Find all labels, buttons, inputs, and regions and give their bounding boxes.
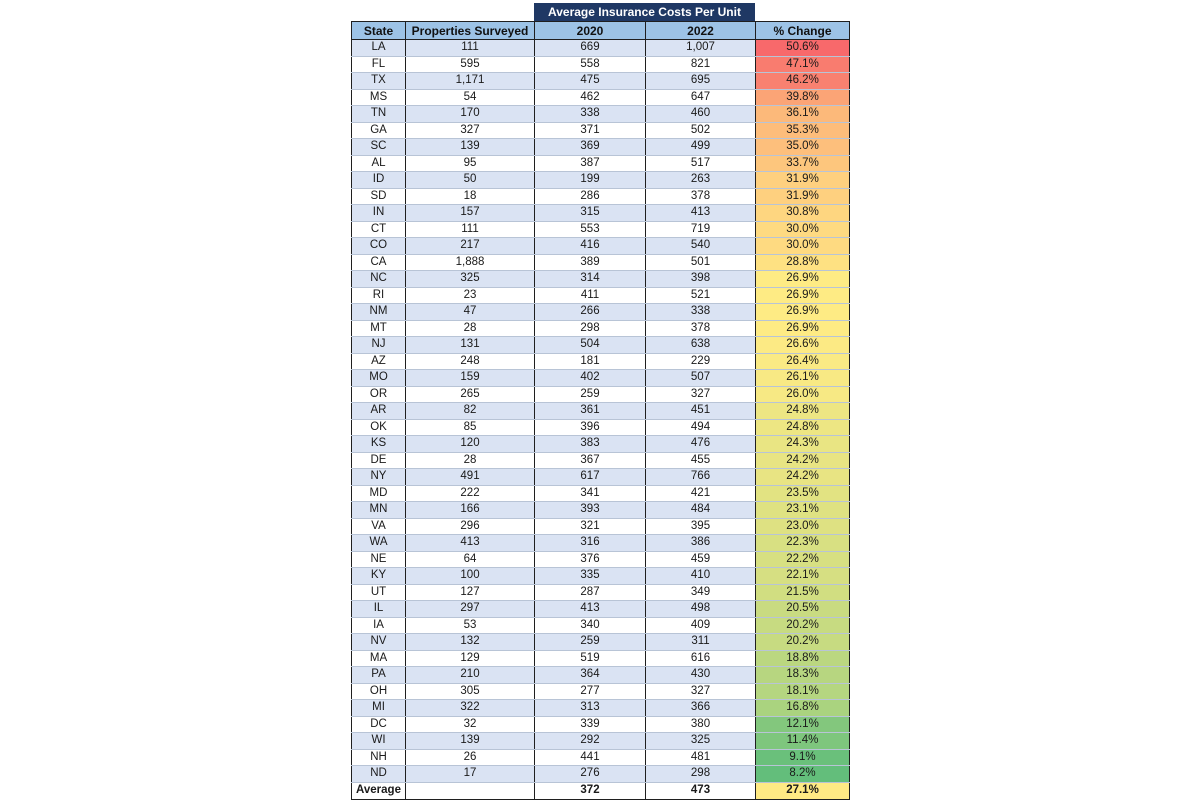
cost-2022-cell: 719 [646, 221, 756, 238]
pct-change-cell: 39.8% [756, 89, 850, 106]
properties-cell: 26 [406, 749, 535, 766]
pct-change-cell: 26.1% [756, 370, 850, 387]
properties-cell: 54 [406, 89, 535, 106]
cost-2022-cell: 494 [646, 419, 756, 436]
pct-change-cell: 18.1% [756, 683, 850, 700]
table-row [352, 106, 850, 123]
cost-2022-cell: 349 [646, 584, 756, 601]
pct-change-cell: 26.9% [756, 287, 850, 304]
cost-2020-cell: 367 [535, 452, 646, 469]
table-row [352, 766, 850, 783]
state-cell: TX [352, 73, 406, 90]
properties-cell: 217 [406, 238, 535, 255]
state-cell: VA [352, 518, 406, 535]
state-cell: MI [352, 700, 406, 717]
cost-2020-cell: 669 [535, 40, 646, 57]
cost-2022-cell: 502 [646, 122, 756, 139]
properties-cell: 222 [406, 485, 535, 502]
table-row [352, 535, 850, 552]
pct-change-cell: 23.5% [756, 485, 850, 502]
cost-2020-cell: 462 [535, 89, 646, 106]
table-row [352, 518, 850, 535]
cost-2022-cell: 229 [646, 353, 756, 370]
cost-2022-cell: 695 [646, 73, 756, 90]
pct-change-cell: 31.9% [756, 172, 850, 189]
pct-change-cell: 26.9% [756, 304, 850, 321]
pct-change-cell: 24.8% [756, 419, 850, 436]
cost-2020-cell: 286 [535, 188, 646, 205]
cost-2020-cell: 389 [535, 254, 646, 271]
table-row [352, 73, 850, 90]
properties-cell: 64 [406, 551, 535, 568]
properties-cell: 47 [406, 304, 535, 321]
cost-2020-cell: 315 [535, 205, 646, 222]
state-cell: OH [352, 683, 406, 700]
state-cell: NC [352, 271, 406, 288]
state-cell: GA [352, 122, 406, 139]
cost-2022-cell: 327 [646, 386, 756, 403]
table-row [352, 419, 850, 436]
properties-cell: 159 [406, 370, 535, 387]
properties-cell: 111 [406, 221, 535, 238]
table-row [352, 271, 850, 288]
cost-2022-cell: 378 [646, 188, 756, 205]
pct-change-cell: 26.9% [756, 271, 850, 288]
table-row [352, 304, 850, 321]
table-row [352, 485, 850, 502]
table-row [352, 320, 850, 337]
table-row [352, 287, 850, 304]
cost-2022-cell: 413 [646, 205, 756, 222]
table-row [352, 139, 850, 156]
cost-2020-cell: 411 [535, 287, 646, 304]
state-cell: AL [352, 155, 406, 172]
properties-cell: 32 [406, 716, 535, 733]
cost-2020-cell: 259 [535, 386, 646, 403]
cost-2020-cell: 199 [535, 172, 646, 189]
column-header-2022: 2022 [646, 22, 756, 40]
cost-2022-cell: 507 [646, 370, 756, 387]
table-row [352, 700, 850, 717]
state-cell: CA [352, 254, 406, 271]
table-row [352, 469, 850, 486]
properties-cell: 305 [406, 683, 535, 700]
pct-change-cell: 24.8% [756, 403, 850, 420]
properties-cell: 296 [406, 518, 535, 535]
cost-2022-cell: 325 [646, 733, 756, 750]
pct-change-cell: 9.1% [756, 749, 850, 766]
cost-2020-cell: 292 [535, 733, 646, 750]
cost-2020-cell: 396 [535, 419, 646, 436]
pct-change-cell: 30.0% [756, 221, 850, 238]
pct-change-cell: 22.1% [756, 568, 850, 585]
properties-cell: 1,171 [406, 73, 535, 90]
pct-change-cell: 24.2% [756, 469, 850, 486]
cost-2020-cell: 376 [535, 551, 646, 568]
cost-2022-cell: 647 [646, 89, 756, 106]
pct-change-cell: 30.8% [756, 205, 850, 222]
properties-cell: 127 [406, 584, 535, 601]
average-row [352, 782, 850, 799]
pct-change-cell: 21.5% [756, 584, 850, 601]
cost-2022-cell: 501 [646, 254, 756, 271]
average-properties-cell [406, 782, 535, 799]
pct-change-cell: 22.2% [756, 551, 850, 568]
properties-cell: 111 [406, 40, 535, 57]
properties-cell: 265 [406, 386, 535, 403]
table-row [352, 436, 850, 453]
cost-2022-cell: 386 [646, 535, 756, 552]
state-cell: AR [352, 403, 406, 420]
cost-2020-cell: 266 [535, 304, 646, 321]
table-row [352, 716, 850, 733]
cost-2022-cell: 430 [646, 667, 756, 684]
column-header-pct-change: % Change [756, 22, 850, 40]
properties-cell: 327 [406, 122, 535, 139]
cost-2022-cell: 821 [646, 56, 756, 73]
cost-2022-cell: 484 [646, 502, 756, 519]
properties-cell: 120 [406, 436, 535, 453]
state-cell: NE [352, 551, 406, 568]
cost-2022-cell: 616 [646, 650, 756, 667]
state-cell: NH [352, 749, 406, 766]
table-row [352, 122, 850, 139]
cost-2020-cell: 276 [535, 766, 646, 783]
cost-2020-cell: 393 [535, 502, 646, 519]
cost-2022-cell: 1,007 [646, 40, 756, 57]
state-cell: UT [352, 584, 406, 601]
insurance-costs-table [351, 21, 850, 800]
cost-2022-cell: 409 [646, 617, 756, 634]
state-cell: KS [352, 436, 406, 453]
table-row [352, 749, 850, 766]
properties-cell: 322 [406, 700, 535, 717]
pct-change-cell: 16.8% [756, 700, 850, 717]
state-cell: RI [352, 287, 406, 304]
table-row [352, 683, 850, 700]
column-header-properties-surveyed: Properties Surveyed [406, 22, 535, 40]
average-2020-cell: 372 [535, 782, 646, 799]
state-cell: DC [352, 716, 406, 733]
table-row [352, 568, 850, 585]
cost-2020-cell: 402 [535, 370, 646, 387]
cost-2020-cell: 553 [535, 221, 646, 238]
properties-cell: 413 [406, 535, 535, 552]
cost-2020-cell: 335 [535, 568, 646, 585]
table-row [352, 452, 850, 469]
pct-change-cell: 35.3% [756, 122, 850, 139]
state-cell: IA [352, 617, 406, 634]
cost-2022-cell: 451 [646, 403, 756, 420]
cost-2022-cell: 499 [646, 139, 756, 156]
table-row [352, 337, 850, 354]
header-row [352, 22, 850, 40]
cost-2022-cell: 263 [646, 172, 756, 189]
state-cell: OR [352, 386, 406, 403]
pct-change-cell: 12.1% [756, 716, 850, 733]
cost-2020-cell: 369 [535, 139, 646, 156]
pct-change-cell: 20.2% [756, 617, 850, 634]
cost-2020-cell: 316 [535, 535, 646, 552]
properties-cell: 297 [406, 601, 535, 618]
state-cell: CT [352, 221, 406, 238]
pct-change-cell: 47.1% [756, 56, 850, 73]
cost-2022-cell: 498 [646, 601, 756, 618]
state-cell: CO [352, 238, 406, 255]
state-cell: NV [352, 634, 406, 651]
state-cell: AZ [352, 353, 406, 370]
pct-change-cell: 36.1% [756, 106, 850, 123]
table-row [352, 634, 850, 651]
table-row [352, 386, 850, 403]
cost-2020-cell: 321 [535, 518, 646, 535]
cost-2022-cell: 517 [646, 155, 756, 172]
super-header-row [351, 3, 849, 21]
state-cell: ID [352, 172, 406, 189]
properties-cell: 53 [406, 617, 535, 634]
state-cell: PA [352, 667, 406, 684]
properties-cell: 85 [406, 419, 535, 436]
cost-2022-cell: 460 [646, 106, 756, 123]
cost-2020-cell: 387 [535, 155, 646, 172]
pct-change-cell: 26.0% [756, 386, 850, 403]
properties-cell: 139 [406, 139, 535, 156]
cost-2022-cell: 421 [646, 485, 756, 502]
column-header-2020: 2020 [535, 22, 646, 40]
properties-cell: 595 [406, 56, 535, 73]
cost-2020-cell: 298 [535, 320, 646, 337]
cost-2022-cell: 476 [646, 436, 756, 453]
table-body [352, 40, 850, 783]
state-cell: TN [352, 106, 406, 123]
cost-2020-cell: 558 [535, 56, 646, 73]
table-row [352, 650, 850, 667]
state-cell: FL [352, 56, 406, 73]
pct-change-cell: 28.8% [756, 254, 850, 271]
cost-2020-cell: 314 [535, 271, 646, 288]
cost-2022-cell: 338 [646, 304, 756, 321]
pct-change-cell: 20.5% [756, 601, 850, 618]
properties-cell: 23 [406, 287, 535, 304]
cost-2020-cell: 341 [535, 485, 646, 502]
pct-change-cell: 46.2% [756, 73, 850, 90]
table-row [352, 254, 850, 271]
pct-change-cell: 11.4% [756, 733, 850, 750]
state-cell: KY [352, 568, 406, 585]
state-cell: DE [352, 452, 406, 469]
cost-2020-cell: 277 [535, 683, 646, 700]
cost-2022-cell: 327 [646, 683, 756, 700]
table-row [352, 667, 850, 684]
cost-2020-cell: 504 [535, 337, 646, 354]
cost-2022-cell: 398 [646, 271, 756, 288]
table-row [352, 89, 850, 106]
properties-cell: 28 [406, 320, 535, 337]
table-row [352, 584, 850, 601]
cost-2022-cell: 459 [646, 551, 756, 568]
table-row [352, 155, 850, 172]
pct-change-cell: 26.6% [756, 337, 850, 354]
cost-2022-cell: 766 [646, 469, 756, 486]
cost-2020-cell: 287 [535, 584, 646, 601]
cost-2020-cell: 383 [535, 436, 646, 453]
properties-cell: 131 [406, 337, 535, 354]
cost-2020-cell: 361 [535, 403, 646, 420]
state-cell: MA [352, 650, 406, 667]
properties-cell: 132 [406, 634, 535, 651]
cost-2020-cell: 441 [535, 749, 646, 766]
properties-cell: 166 [406, 502, 535, 519]
table-row [352, 733, 850, 750]
pct-change-cell: 20.2% [756, 634, 850, 651]
state-cell: IN [352, 205, 406, 222]
state-cell: SC [352, 139, 406, 156]
super-header-title: Average Insurance Costs Per Unit [534, 3, 755, 21]
properties-cell: 17 [406, 766, 535, 783]
state-cell: MO [352, 370, 406, 387]
state-cell: LA [352, 40, 406, 57]
cost-2020-cell: 338 [535, 106, 646, 123]
cost-2020-cell: 313 [535, 700, 646, 717]
properties-cell: 139 [406, 733, 535, 750]
pct-change-cell: 22.3% [756, 535, 850, 552]
properties-cell: 129 [406, 650, 535, 667]
state-cell: MN [352, 502, 406, 519]
pct-change-cell: 18.3% [756, 667, 850, 684]
cost-2022-cell: 378 [646, 320, 756, 337]
cost-2020-cell: 339 [535, 716, 646, 733]
cost-2020-cell: 617 [535, 469, 646, 486]
properties-cell: 170 [406, 106, 535, 123]
pct-change-cell: 24.2% [756, 452, 850, 469]
properties-cell: 491 [406, 469, 535, 486]
properties-cell: 100 [406, 568, 535, 585]
table-row [352, 370, 850, 387]
pct-change-cell: 31.9% [756, 188, 850, 205]
cost-2020-cell: 371 [535, 122, 646, 139]
table-row [352, 172, 850, 189]
table-row [352, 353, 850, 370]
cost-2022-cell: 395 [646, 518, 756, 535]
properties-cell: 325 [406, 271, 535, 288]
state-cell: WI [352, 733, 406, 750]
state-cell: NM [352, 304, 406, 321]
table-row [352, 502, 850, 519]
properties-cell: 50 [406, 172, 535, 189]
cost-2020-cell: 416 [535, 238, 646, 255]
state-cell: IL [352, 601, 406, 618]
properties-cell: 18 [406, 188, 535, 205]
pct-change-cell: 33.7% [756, 155, 850, 172]
average-2022-cell: 473 [646, 782, 756, 799]
state-cell: WA [352, 535, 406, 552]
table-row [352, 205, 850, 222]
table-row [352, 601, 850, 618]
cost-2022-cell: 298 [646, 766, 756, 783]
insurance-table-wrapper [351, 3, 849, 800]
cost-2022-cell: 521 [646, 287, 756, 304]
state-cell: MT [352, 320, 406, 337]
cost-2020-cell: 519 [535, 650, 646, 667]
cost-2020-cell: 413 [535, 601, 646, 618]
table-row [352, 617, 850, 634]
cost-2022-cell: 455 [646, 452, 756, 469]
cost-2022-cell: 410 [646, 568, 756, 585]
table-row [352, 56, 850, 73]
column-header-state: State [352, 22, 406, 40]
cost-2020-cell: 364 [535, 667, 646, 684]
table-row [352, 188, 850, 205]
cost-2022-cell: 380 [646, 716, 756, 733]
pct-change-cell: 23.1% [756, 502, 850, 519]
properties-cell: 95 [406, 155, 535, 172]
cost-2022-cell: 481 [646, 749, 756, 766]
state-cell: SD [352, 188, 406, 205]
state-cell: OK [352, 419, 406, 436]
state-cell: MS [352, 89, 406, 106]
pct-change-cell: 26.4% [756, 353, 850, 370]
cost-2020-cell: 340 [535, 617, 646, 634]
properties-cell: 248 [406, 353, 535, 370]
table-row [352, 403, 850, 420]
average-label: Average [352, 782, 406, 799]
cost-2020-cell: 181 [535, 353, 646, 370]
pct-change-cell: 23.0% [756, 518, 850, 535]
table-row [352, 551, 850, 568]
state-cell: MD [352, 485, 406, 502]
pct-change-cell: 50.6% [756, 40, 850, 57]
table-row [352, 238, 850, 255]
average-pct-change-cell: 27.1% [756, 782, 850, 799]
properties-cell: 28 [406, 452, 535, 469]
pct-change-cell: 35.0% [756, 139, 850, 156]
pct-change-cell: 8.2% [756, 766, 850, 783]
cost-2022-cell: 540 [646, 238, 756, 255]
cost-2020-cell: 259 [535, 634, 646, 651]
properties-cell: 157 [406, 205, 535, 222]
state-cell: ND [352, 766, 406, 783]
table-row [352, 40, 850, 57]
cost-2022-cell: 366 [646, 700, 756, 717]
pct-change-cell: 18.8% [756, 650, 850, 667]
cost-2020-cell: 475 [535, 73, 646, 90]
state-cell: NJ [352, 337, 406, 354]
properties-cell: 82 [406, 403, 535, 420]
properties-cell: 210 [406, 667, 535, 684]
properties-cell: 1,888 [406, 254, 535, 271]
cost-2022-cell: 311 [646, 634, 756, 651]
table-row [352, 221, 850, 238]
state-cell: NY [352, 469, 406, 486]
pct-change-cell: 26.9% [756, 320, 850, 337]
cost-2022-cell: 638 [646, 337, 756, 354]
pct-change-cell: 24.3% [756, 436, 850, 453]
pct-change-cell: 30.0% [756, 238, 850, 255]
